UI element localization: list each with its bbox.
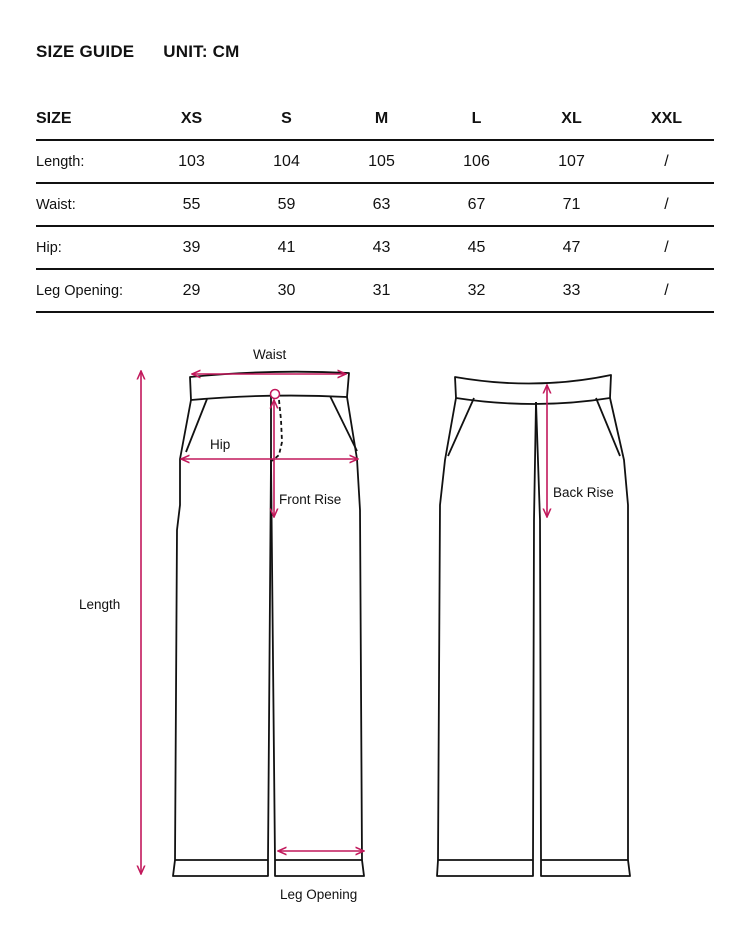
table-cell: / [619, 140, 714, 183]
back-left-pocket [448, 398, 474, 456]
front-pants-outline [173, 372, 364, 876]
back-pants-outline [437, 375, 630, 876]
table-cell: 29 [144, 269, 239, 312]
pants-measurement-diagram [0, 330, 750, 930]
table-cell: 63 [334, 183, 429, 226]
table-cell: 105 [334, 140, 429, 183]
table-row [36, 226, 714, 269]
table-row [36, 269, 714, 312]
size-guide-title: SIZE GUIDE [36, 42, 135, 61]
table-cell: 33 [524, 269, 619, 312]
row-label: Length: [36, 140, 144, 183]
row-label: Waist: [36, 183, 144, 226]
leg-opening-label: Leg Opening [280, 887, 358, 902]
waist-label: Waist [253, 347, 287, 362]
table-cell: 107 [524, 140, 619, 183]
front-left-leg [173, 392, 271, 876]
size-header-xl: XL [524, 98, 619, 140]
table-cell: / [619, 226, 714, 269]
table-cell: 32 [429, 269, 524, 312]
table-cell: 30 [239, 269, 334, 312]
table-cell: 41 [239, 226, 334, 269]
front-right-pocket [330, 396, 357, 451]
table-cell: 71 [524, 183, 619, 226]
size-table [36, 98, 714, 313]
table-cell: 59 [239, 183, 334, 226]
table-row [36, 183, 714, 226]
table-cell: 106 [429, 140, 524, 183]
size-header-xxl: XXL [619, 98, 714, 140]
back-waistband [455, 375, 611, 404]
table-row [36, 140, 714, 183]
front-right-leg [271, 397, 364, 876]
table-cell: 67 [429, 183, 524, 226]
back-right-leg [536, 398, 630, 876]
size-header-m: M [334, 98, 429, 140]
table-cell: 43 [334, 226, 429, 269]
front-rise-label: Front Rise [279, 492, 342, 507]
table-cell: 104 [239, 140, 334, 183]
size-header-s: S [239, 98, 334, 140]
table-cell: / [619, 183, 714, 226]
size-column-header: SIZE [36, 98, 144, 140]
table-cell: 45 [429, 226, 524, 269]
size-header-row [36, 98, 714, 140]
table-cell: 103 [144, 140, 239, 183]
size-guide-heading [36, 42, 240, 62]
table-cell: 47 [524, 226, 619, 269]
button-icon [271, 390, 280, 399]
size-header-l: L [429, 98, 524, 140]
front-waistband [190, 372, 349, 400]
back-left-leg [437, 398, 536, 876]
table-cell: / [619, 269, 714, 312]
back-rise-label: Back Rise [553, 485, 614, 500]
row-label: Hip: [36, 226, 144, 269]
table-cell: 55 [144, 183, 239, 226]
size-header-xs: XS [144, 98, 239, 140]
table-cell: 39 [144, 226, 239, 269]
hip-label: Hip [210, 437, 231, 452]
table-cell: 31 [334, 269, 429, 312]
length-label: Length [79, 597, 121, 612]
row-label: Leg Opening: [36, 269, 144, 312]
unit-label: UNIT: CM [163, 42, 240, 61]
